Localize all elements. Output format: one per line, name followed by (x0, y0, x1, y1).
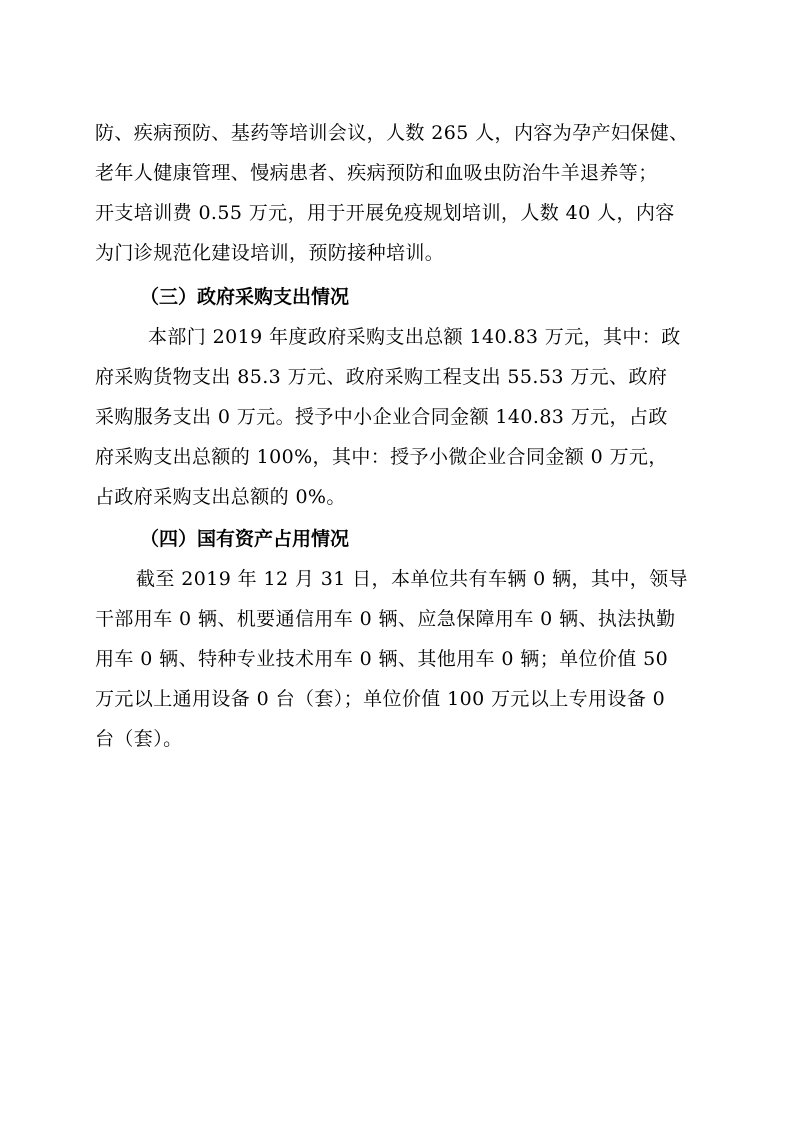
section-4-line-1: 截至 2019 年 12 月 31 日，本单位共有车辆 0 辆，其中，领导 (136, 568, 688, 590)
section-4-line-5: 台（套）。 (95, 728, 183, 750)
section-4-line-4: 万元以上通用设备 0 台（套）；单位价值 100 万元以上专用设备 0 (95, 688, 666, 710)
section-3-line-5: 占政府采购支出总额的 0%。 (95, 486, 346, 508)
section-3-heading: （三）政府采购支出情况 (140, 286, 350, 308)
section-3-line-1: 本部门 2019 年度政府采购支出总额 140.83 万元，其中：政 (148, 326, 681, 348)
paragraph-1-line-3: 开支培训费 0.55 万元，用于开展免疫规划培训，人数 40 人，内容 (95, 202, 675, 224)
section-3-line-4: 府采购支出总额的 100%，其中：授予小微企业合同金额 0 万元， (95, 446, 668, 468)
section-3-line-3: 采购服务支出 0 万元。授予中小企业合同金额 140.83 万元，占政 (95, 406, 668, 428)
section-4-line-2: 干部用车 0 辆、机要通信用车 0 辆、应急保障用车 0 辆、执法执勤 (95, 608, 676, 630)
paragraph-1-line-4: 为门诊规范化建设培训，预防接种培训。 (95, 242, 445, 264)
section-4-line-3: 用车 0 辆、特种专业技术用车 0 辆、其他用车 0 辆；单位价值 50 (95, 648, 669, 670)
section-4-heading: （四）国有资产占用情况 (140, 528, 350, 550)
paragraph-1-line-2: 老年人健康管理、慢病患者、疾病预防和血吸虫防治牛羊退养等； (95, 162, 658, 184)
paragraph-1-line-1: 防、疾病预防、基药等培训会议，人数 265 人，内容为孕产妇保健、 (95, 122, 689, 144)
section-3-line-2: 府采购货物支出 85.3 万元、政府采购工程支出 55.53 万元、政府 (95, 366, 668, 388)
